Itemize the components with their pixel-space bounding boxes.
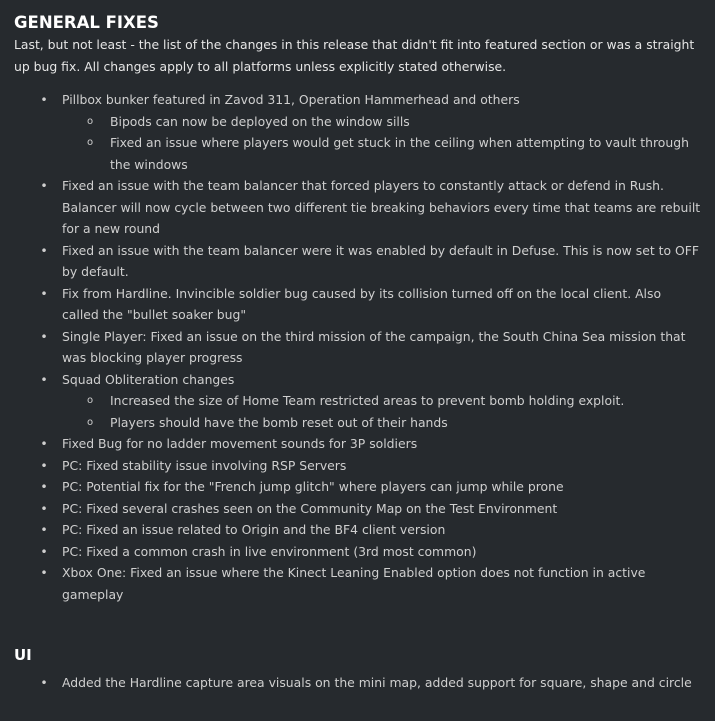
list-item-text: PC: Fixed several crashes seen on the Community Map on the Test Environment <box>62 500 558 516</box>
list-item-text: PC: Fixed an issue related to Origin and the BF4 client version <box>62 522 446 537</box>
general-fixes-heading: GENERAL FIXES <box>14 13 159 32</box>
bullet-icon: • <box>40 479 48 494</box>
list-item <box>14 433 701 455</box>
list-item <box>14 326 701 369</box>
list-item <box>14 519 701 541</box>
list-item-text: Pillbox bunker featured in Zavod 311, Operation Hammerhead and others <box>62 92 520 107</box>
sub-list <box>62 390 701 433</box>
ui-heading: UI <box>14 646 32 664</box>
sub-list-item-text: Fixed an issue where players would get stuck in the ceiling when attempting to vault through the windows <box>110 135 689 172</box>
list-item-text: PC: Fixed stability issue involving RSP Servers <box>62 457 347 473</box>
list-item-text: PC: Fixed a common crash in live environment (3rd most common) <box>62 543 477 559</box>
circle-bullet-icon: o <box>86 137 94 148</box>
list-item-text: Fixed Bug for no ladder movement sounds for 3P soldiers <box>62 436 418 451</box>
list-item <box>14 283 701 326</box>
ui-changes-list <box>14 672 701 694</box>
list-item <box>14 89 701 175</box>
list-item <box>14 240 701 283</box>
list-item-text: Single Player: Fixed an issue on the third mission of the campaign, the South China Sea mission that was blocking player progress <box>62 328 686 365</box>
bullet-icon: • <box>40 565 48 580</box>
list-item <box>14 498 701 520</box>
circle-bullet-icon: o <box>86 416 94 428</box>
list-item <box>14 672 701 694</box>
bullet-icon: • <box>40 522 48 537</box>
sub-list <box>62 111 701 176</box>
list-item-text: Xbox One: Fixed an issue where the Kinect Leaning Enabled option does not function in active gameplay <box>62 565 646 602</box>
circle-bullet-icon: o <box>86 115 94 127</box>
list-item-text: Fix from Hardline. Invincible soldier bug caused by its collision turned off on the local client. Also called the "bullet soaker bug" <box>62 285 662 322</box>
bullet-icon: • <box>40 178 48 193</box>
bullet-icon: • <box>40 371 48 387</box>
general-fixes-list <box>14 89 701 605</box>
bullet-icon: • <box>40 92 48 107</box>
sub-list-item-text: Increased the size of Home Team restricted areas to prevent bomb holding exploit. <box>110 393 625 408</box>
list-item <box>14 455 701 477</box>
bullet-icon: • <box>40 675 48 690</box>
bullet-icon: • <box>40 328 48 344</box>
bullet-icon: • <box>40 457 48 473</box>
bullet-icon: • <box>40 436 48 451</box>
list-item <box>14 541 701 563</box>
bullet-icon: • <box>40 500 48 516</box>
bullet-icon: • <box>40 543 48 559</box>
list-item-text: PC: Potential fix for the "French jump glitch" where players can jump while prone <box>62 479 564 494</box>
circle-bullet-icon: o <box>86 395 94 406</box>
list-item-text: Fixed an issue with the team balancer were it was enabled by default in Defuse. This is now set to OFF by default. <box>62 242 700 279</box>
sub-list-item <box>62 390 701 412</box>
list-item <box>14 476 701 498</box>
list-item <box>14 562 701 605</box>
sub-list-item <box>62 132 701 175</box>
list-item-text: Fixed an issue with the team balancer that forced players to constantly attack or defend in Rush. Balancer will now cycle between two different tie breaking behaviors every time that teams are rebuilt for a new round <box>62 178 701 236</box>
sub-list-item-text: Players should have the bomb reset out of their hands <box>110 414 448 430</box>
list-item <box>14 369 701 434</box>
list-item-text: Added the Hardline capture area visuals on the mini map, added support for square, shape and circle <box>62 675 692 690</box>
general-fixes-intro: Last, but not least - the list of the changes in this release that didn't fit into featured section or was a straight up bug fix. All changes apply to all platforms unless explicitly stated otherwise. <box>14 37 695 74</box>
bullet-icon: • <box>40 242 48 258</box>
list-item <box>14 175 701 240</box>
list-item-text: Squad Obliteration changes <box>62 371 235 387</box>
sub-list-item <box>62 111 701 133</box>
sub-list-item <box>62 412 701 434</box>
sub-list-item-text: Bipods can now be deployed on the window sills <box>110 113 410 129</box>
bullet-icon: • <box>40 285 48 301</box>
